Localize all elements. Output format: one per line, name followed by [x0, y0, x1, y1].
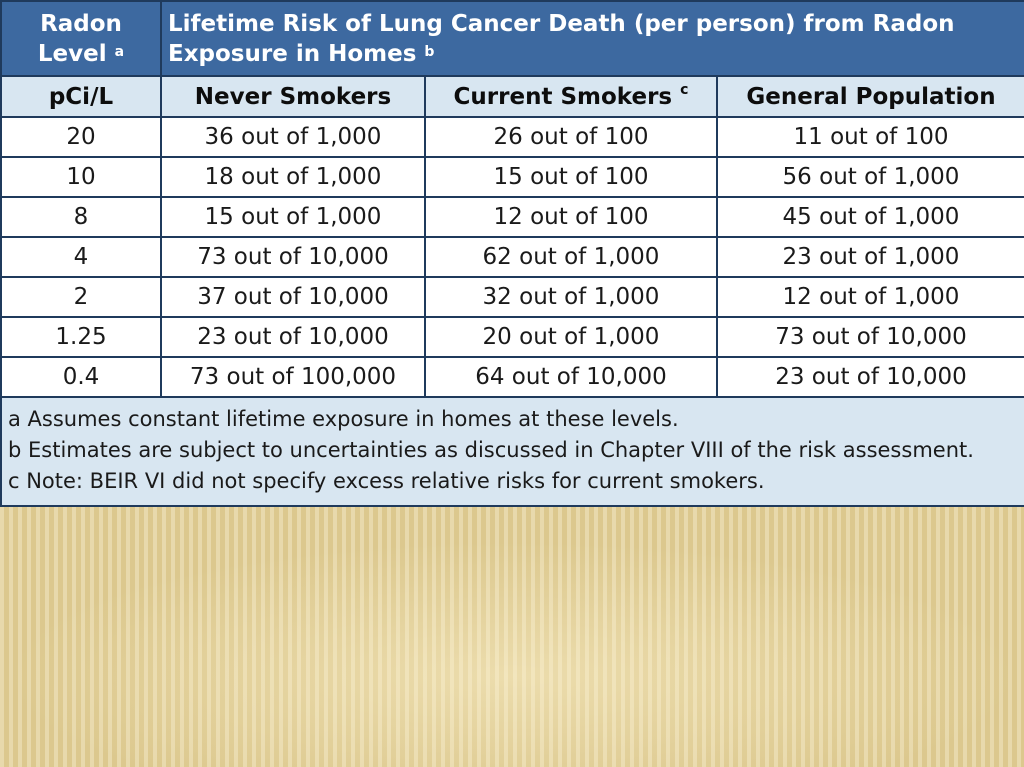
general-population-cell: 45 out of 1,000 [717, 197, 1024, 237]
general-population-header: General Population [717, 76, 1024, 117]
current-smokers-cell: 15 out of 100 [425, 157, 717, 197]
never-smokers-cell: 73 out of 10,000 [161, 237, 425, 277]
radon-level-cell: 10 [1, 157, 161, 197]
radon-level-line1: Radon [40, 10, 122, 37]
current-smokers-cell: 20 out of 1,000 [425, 317, 717, 357]
never-smokers-cell: 23 out of 10,000 [161, 317, 425, 357]
current-smokers-cell: 32 out of 1,000 [425, 277, 717, 317]
current-smokers-cell: 26 out of 100 [425, 117, 717, 157]
table-row [1, 237, 1024, 277]
footnote-marker-c: c [680, 81, 689, 98]
footnote-c: c Note: BEIR VI did not specify excess relative risks for current smokers. [8, 469, 765, 493]
current-smokers-cell: 64 out of 10,000 [425, 357, 717, 397]
never-smokers-cell: 18 out of 1,000 [161, 157, 425, 197]
column-header-row [1, 76, 1024, 117]
never-smokers-cell: 15 out of 1,000 [161, 197, 425, 237]
footnote-b: b Estimates are subject to uncertainties as discussed in Chapter VIII of the risk assessment. [8, 438, 974, 462]
never-smokers-cell: 37 out of 10,000 [161, 277, 425, 317]
radon-level-cell: 20 [1, 117, 161, 157]
slide-background [0, 540, 1024, 767]
radon-level-line2: Level [37, 40, 107, 67]
current-smokers-header [425, 76, 717, 117]
general-population-cell: 23 out of 1,000 [717, 237, 1024, 277]
footnotes-row [1, 397, 1024, 506]
radon-level-cell: 2 [1, 277, 161, 317]
general-population-cell: 12 out of 1,000 [717, 277, 1024, 317]
table-row [1, 157, 1024, 197]
radon-level-cell: 8 [1, 197, 161, 237]
unit-header: pCi/L [1, 76, 161, 117]
radon-level-cell: 0.4 [1, 357, 161, 397]
table-title-row [1, 1, 1024, 76]
table-title [161, 1, 1024, 76]
never-smokers-header: Never Smokers [161, 76, 425, 117]
table-row [1, 117, 1024, 157]
general-population-cell: 56 out of 1,000 [717, 157, 1024, 197]
table-row [1, 357, 1024, 397]
never-smokers-cell: 36 out of 1,000 [161, 117, 425, 157]
current-smokers-cell: 62 out of 1,000 [425, 237, 717, 277]
footnote-marker-b: b [424, 43, 435, 60]
table-row [1, 277, 1024, 317]
general-population-cell: 73 out of 10,000 [717, 317, 1024, 357]
radon-level-cell: 1.25 [1, 317, 161, 357]
table-title-line2: Exposure in Homes [168, 40, 417, 67]
current-smokers-cell: 12 out of 100 [425, 197, 717, 237]
general-population-cell: 23 out of 10,000 [717, 357, 1024, 397]
general-population-cell: 11 out of 100 [717, 117, 1024, 157]
current-smokers-label: Current Smokers [453, 83, 673, 110]
never-smokers-cell: 73 out of 100,000 [161, 357, 425, 397]
footnote-marker-a: a [114, 43, 125, 60]
radon-level-cell: 4 [1, 237, 161, 277]
table-row [1, 197, 1024, 237]
footnote-a: a Assumes constant lifetime exposure in homes at these levels. [8, 407, 679, 431]
table-title-line1: Lifetime Risk of Lung Cancer Death (per person) from Radon [168, 10, 955, 37]
table-row [1, 317, 1024, 357]
footnotes [1, 397, 1024, 506]
radon-level-header [1, 1, 161, 76]
